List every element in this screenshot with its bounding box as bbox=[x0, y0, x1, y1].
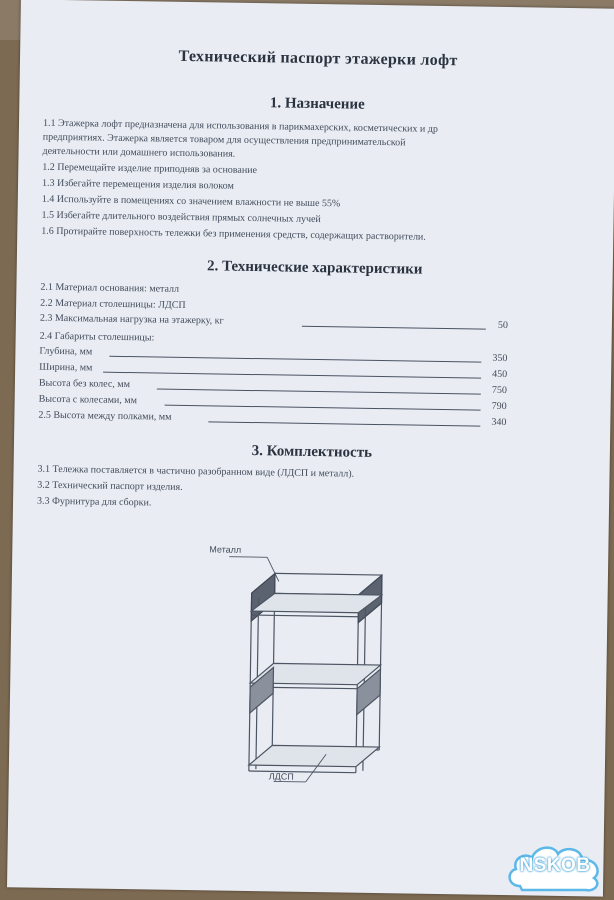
section-1-line: 1.4 Используйте в помещениях со значением влажности не выше 55% bbox=[41, 193, 341, 210]
section-3-line: 3.2 Технический паспорт изделия. bbox=[37, 479, 183, 493]
spec-label: Глубина, мм bbox=[39, 345, 93, 358]
spec-value: 50 bbox=[497, 319, 508, 332]
spec-label: 2.3 Максимальная нагрузка на этажерку, кг bbox=[39, 312, 224, 327]
section-1-line: предприятиях. Этажерка является товаром для осуществления предпринимательской bbox=[42, 131, 406, 149]
shelf-diagram bbox=[203, 542, 437, 806]
material-top-line: 2.2 Материал столешницы: ЛДСП bbox=[40, 297, 186, 311]
material-base-line: 2.1 Материал основания: металл bbox=[40, 281, 180, 295]
shelf-frame-drawing bbox=[249, 573, 382, 773]
section-2-heading: 2. Технические характеристики bbox=[206, 258, 423, 278]
fill-line bbox=[109, 356, 481, 363]
spec-value: 340 bbox=[491, 416, 507, 429]
watermark-text: NSKOB bbox=[519, 855, 591, 876]
section-1-line: 1.6 Протирайте поверхность тележки без применения средств, содержащих растворители. bbox=[41, 225, 426, 243]
fill-line bbox=[103, 372, 481, 379]
spec-row-load bbox=[40, 313, 508, 332]
spec-value: 350 bbox=[492, 352, 508, 365]
spec-label: Высота с колесами, мм bbox=[38, 393, 138, 407]
spec-value: 790 bbox=[491, 400, 507, 413]
dims-label: 2.4 Габариты столешницы: bbox=[39, 330, 155, 344]
fill-line bbox=[302, 326, 486, 330]
metal-callout-label: Металл bbox=[209, 544, 242, 555]
fill-line bbox=[208, 421, 480, 426]
spec-label: 2.5 Высота между полками, мм bbox=[38, 409, 172, 423]
section-1-heading: 1. Назначение bbox=[269, 95, 365, 113]
spec-value: 750 bbox=[491, 384, 507, 397]
spec-label: Ширина, мм bbox=[39, 361, 93, 374]
section-3-heading: 3. Комплектность bbox=[251, 443, 373, 461]
section-1-line: 1.3 Избегайте перемещения изделия волоком bbox=[41, 177, 234, 192]
fill-line bbox=[157, 389, 481, 395]
section-3-line: 3.1 Тележка поставляется в частично разобранном виде (ЛДСП и металл). bbox=[37, 463, 355, 480]
passport-sheet bbox=[7, 0, 614, 897]
spec-label: Высота без колес, мм bbox=[38, 377, 131, 391]
nskob-watermark bbox=[502, 838, 608, 894]
fill-line bbox=[165, 405, 481, 411]
section-3-line: 3.3 Фурнитура для сборки. bbox=[36, 495, 152, 509]
spec-value: 450 bbox=[492, 368, 508, 381]
section-1-line: 1.2 Перемещайте изделие приподняв за основание bbox=[42, 161, 258, 177]
section-1-line: 1.5 Избегайте длительного воздействия прямых солнечных лучей bbox=[41, 209, 321, 226]
section-1-line: 1.1 Этажерка лофт предназначена для использования в парикмахерских, косметических и др bbox=[42, 117, 438, 135]
section-1-line: деятельности или домашнего использования. bbox=[42, 145, 236, 160]
document-title: Технический паспорт этажерки лофт bbox=[178, 47, 458, 70]
ldsp-callout-label: ЛДСП bbox=[268, 771, 294, 782]
spec-row-shelf-gap bbox=[38, 410, 506, 429]
